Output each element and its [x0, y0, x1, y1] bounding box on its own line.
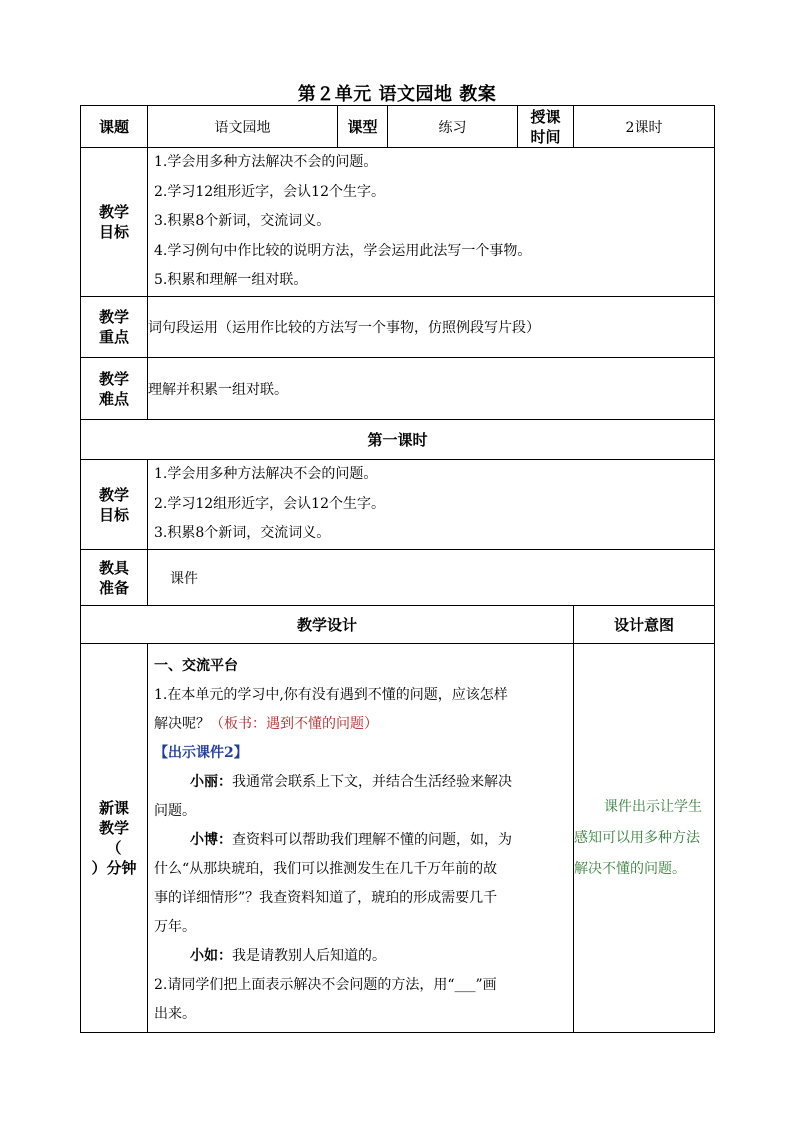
lesson1-goal-item: 3.积累8个新词，交流词义。 [154, 525, 331, 542]
goals-label-line1: 教学 [98, 203, 129, 221]
goal-item: 2.学习12组形近字，会认12个生字。 [154, 183, 385, 200]
new-lesson-row [81, 644, 715, 1033]
topic-label: 课题 [81, 106, 148, 148]
intent-content [574, 644, 715, 1033]
difficulties-label [81, 358, 148, 420]
courseware-note: 【出示课件2】 [154, 745, 248, 761]
time-label [518, 106, 574, 148]
lesson-plan-table [80, 105, 715, 1033]
design-column-header: 教学设计 [81, 606, 574, 644]
new-lesson-label-line1: 新课 [98, 799, 129, 817]
board-note: （板书：遇到不懂的问题） [210, 716, 378, 732]
speaker-xiaoli: 小丽： [190, 774, 232, 790]
key-points-text: 词句段运用（运用作比较的方法写一个事物，仿照例段写片段） [148, 297, 715, 358]
xiaobo-line2: 什么“从那块琥珀，我们可以推测发生在几千万年前的故 [154, 861, 498, 877]
design-content [148, 644, 574, 1033]
goal-item: 3.积累8个新词，交流词义。 [154, 213, 331, 230]
lesson1-goals-label-line1: 教学 [98, 485, 129, 504]
new-lesson-label-line2: 教学 [98, 819, 129, 837]
xiaobo-line3: 事的详细情形”？我查资料知道了，琥珀的形成需要几千 [154, 890, 498, 906]
lesson1-goals-label-line2: 目标 [98, 505, 129, 524]
key-points-row [81, 297, 715, 358]
difficulties-label-line2: 难点 [98, 389, 129, 408]
tools-text: 课件 [148, 550, 715, 606]
header-row [81, 106, 715, 148]
lesson1-goal-item: 2.学习12组形近字，会认12个生字。 [154, 495, 385, 512]
goals-label [81, 148, 148, 297]
speaker-xiaoru: 小如： [190, 948, 232, 964]
time-value: 2课时 [574, 106, 715, 148]
tools-row [81, 550, 715, 606]
goal-item: 1.学会用多种方法解决不会的问题。 [154, 154, 378, 171]
tools-label-line2: 准备 [98, 578, 129, 597]
xiaoli-line1 [154, 768, 567, 797]
goal-item: 4.学习例句中作比较的说明方法，学会运用此法写一个事物。 [154, 242, 532, 259]
goals-row [81, 148, 715, 297]
time-label-line1: 授课 [530, 107, 561, 126]
question-2-line1: 2.请同学们把上面表示解决不会问题的方法，用“___”画 [154, 977, 497, 993]
xiaoru-text: 我是请教别人后知道的。 [232, 948, 386, 964]
new-lesson-label-line3: （ [106, 839, 122, 857]
topic-value: 语文园地 [148, 106, 338, 148]
question-1-text: 解决呢？ [154, 716, 210, 732]
section-title: 一、交流平台 [154, 658, 238, 674]
new-lesson-label [81, 644, 148, 1033]
type-label: 课型 [338, 106, 388, 148]
lesson1-heading-row [81, 420, 715, 460]
xiaobo-text: 查资料可以帮助我们理解不懂的问题，如，为 [232, 832, 512, 848]
lesson1-goals-row [81, 460, 715, 550]
question-2-line2: 出来。 [154, 1006, 196, 1022]
lesson1-goals-content [148, 460, 715, 550]
intent-line3: 解决不懂的问题。 [574, 860, 686, 877]
difficulties-row [81, 358, 715, 420]
key-points-label [81, 297, 148, 358]
tools-label [81, 550, 148, 606]
intent-line1: 课件出示让学生 [604, 798, 702, 815]
intent-line2: 感知可以用多种方法 [574, 829, 700, 846]
time-label-line2: 时间 [530, 127, 561, 146]
tools-label-line1: 教具 [98, 558, 129, 577]
lesson1-goals-label [81, 460, 148, 550]
goal-item: 5.积累和理解一组对联。 [154, 272, 308, 289]
document-title: 第２单元 语文园地 教案 [297, 84, 497, 105]
lesson1-heading: 第一课时 [81, 420, 715, 460]
goals-label-line2: 目标 [98, 223, 129, 241]
type-value: 练习 [388, 106, 518, 148]
xiaoru-line [154, 942, 567, 971]
difficulties-label-line1: 教学 [98, 369, 129, 388]
xiaobo-line4: 万年。 [154, 919, 196, 935]
goals-content [148, 148, 715, 297]
key-points-label-line1: 教学 [98, 308, 129, 326]
xiaoli-line2: 问题。 [154, 803, 196, 819]
xiaoli-text: 我通常会联系上下文，并结合生活经验来解决 [232, 774, 512, 790]
speaker-xiaobo: 小博： [190, 832, 232, 848]
design-header-row [81, 606, 715, 644]
lesson1-goal-item: 1.学会用多种方法解决不会的问题。 [154, 466, 378, 483]
intent-column-header: 设计意图 [574, 606, 715, 644]
new-lesson-label-line4: ）分钟 [91, 859, 137, 877]
question-1-line2 [154, 710, 567, 739]
key-points-label-line2: 重点 [98, 328, 129, 346]
difficulties-text: 理解并积累一组对联。 [148, 358, 715, 420]
question-1-line1: 1.在本单元的学习中,你有没有遇到不懂的问题，应该怎样 [154, 687, 508, 703]
xiaobo-line1 [154, 826, 567, 855]
